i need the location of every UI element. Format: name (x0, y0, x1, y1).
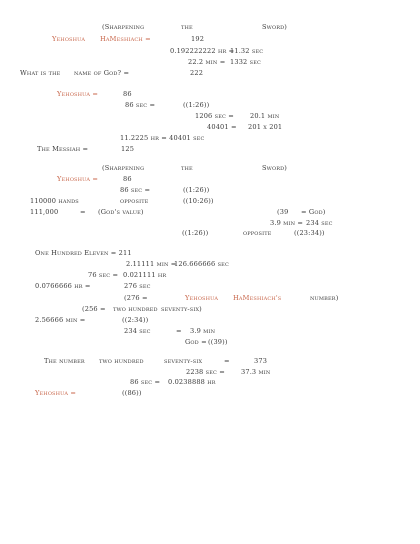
text-segment: 1206 sec = (195, 112, 234, 120)
text-segment: ((2:34)) (122, 316, 149, 324)
text-segment: (276 = (124, 294, 148, 302)
text-segment: 11.32 sec (230, 47, 264, 55)
text-segment: Yehoshua (52, 35, 86, 43)
text-segment: The number (44, 357, 85, 365)
text-segment: 0.192222222 hr = (170, 47, 235, 55)
text-segment: 2.56666 min = (35, 316, 86, 324)
text-segment: Yehoshua = (35, 389, 77, 397)
text-segment: 76 sec = (88, 271, 119, 279)
text-segment: One Hundred Eleven = 211 (35, 249, 132, 257)
text-segment: God = (185, 338, 207, 346)
text-segment: 37.3 min (241, 368, 271, 376)
text-segment: 192 (191, 35, 205, 43)
text-segment: ((1:26)) (183, 186, 210, 194)
text-segment: opposite (243, 229, 272, 237)
text-segment: What is the (20, 69, 61, 77)
text-segment: ((1:26)) (182, 229, 209, 237)
text-segment: = God) (301, 208, 326, 216)
text-segment: 125 (121, 145, 135, 153)
text-segment: 20.1 min (250, 112, 280, 120)
text-segment: Sword) (262, 164, 288, 172)
text-segment: ((23:34)) (294, 229, 325, 237)
text-segment: 11.2225 hr = 40401 sec (120, 134, 205, 142)
text-segment: Yehoshua = (57, 175, 99, 183)
text-segment: ((1:26)) (183, 101, 210, 109)
text-segment: (God's value) (98, 208, 144, 216)
text-segment: (39 (277, 208, 289, 216)
text-segment: 86 (123, 90, 132, 98)
text-segment: 0.0766666 hr = (35, 282, 91, 290)
text-segment: = (80, 208, 86, 216)
text-segment: 3.9 min = (270, 219, 304, 227)
text-segment: 40401 = (207, 123, 237, 131)
text-segment: (Sharpening (102, 164, 145, 172)
text-segment: 22.2 min = (188, 58, 226, 66)
text-segment: the (181, 23, 193, 31)
text-segment: 86 (123, 175, 132, 183)
text-segment: 126.666666 sec (174, 260, 229, 268)
text-segment: 0.021111 hr (123, 271, 167, 279)
text-segment: The Messiah = (37, 145, 89, 153)
text-segment: seventy-six) (161, 305, 202, 313)
text-segment: 0.0238888 hr (168, 378, 216, 386)
text-segment: ((86)) (122, 389, 142, 397)
text-segment: Yehoshua (185, 294, 219, 302)
text-segment: HaMeshiach's (233, 294, 282, 302)
text-segment: name of God? = (74, 69, 130, 77)
text-segment: 201 x 201 (248, 123, 283, 131)
text-segment: 111,000 (30, 208, 59, 216)
text-segment: 2238 sec = (186, 368, 225, 376)
text-segment: 110000 hands (30, 197, 79, 205)
text-segment: two hundred (113, 305, 158, 313)
text-segment: 234 sec (124, 327, 151, 335)
text-segment: 2.11111 min = (126, 260, 177, 268)
text-segment: 86 sec = (125, 101, 156, 109)
text-segment: ((39)) (208, 338, 228, 346)
text-segment: number) (310, 294, 339, 302)
text-segment: 276 sec (124, 282, 151, 290)
text-segment: = (224, 357, 230, 365)
text-segment: 1332 sec (230, 58, 261, 66)
text-segment: ((10:26)) (183, 197, 214, 205)
text-segment: (256 = (82, 305, 106, 313)
text-segment: 222 (190, 69, 204, 77)
text-segment: Sword) (262, 23, 288, 31)
text-segment: the (181, 164, 193, 172)
text-segment: seventy-six (164, 357, 203, 365)
text-segment: (Sharpening (102, 23, 145, 31)
text-segment: 86 sec = (120, 186, 151, 194)
text-segment: 86 sec = (130, 378, 161, 386)
text-segment: two hundred (99, 357, 144, 365)
text-segment: Yehoshua = (57, 90, 99, 98)
text-segment: 373 (254, 357, 268, 365)
text-segment: HaMeshiach = (100, 35, 151, 43)
text-segment: 234 sec (306, 219, 333, 227)
text-segment: opposite (120, 197, 149, 205)
text-segment: 3.9 min (190, 327, 216, 335)
text-segment: = (176, 327, 182, 335)
